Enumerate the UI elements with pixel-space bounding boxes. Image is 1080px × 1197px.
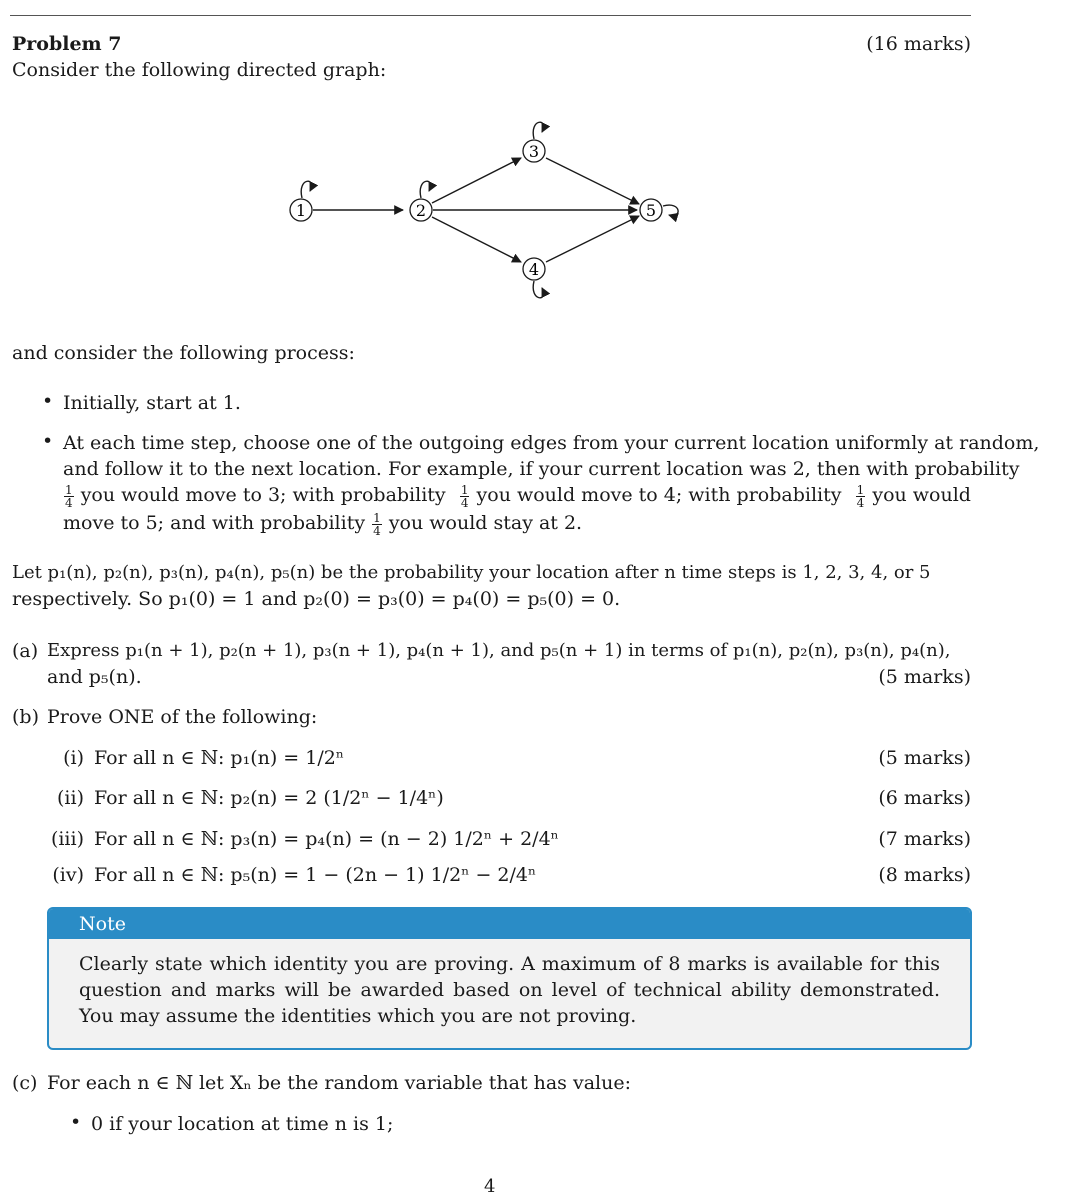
- part-b-iii-label: (iii): [50, 828, 84, 850]
- edge-4-5: [546, 216, 639, 262]
- part-b-iv-text: For all n ∈ ℕ: p₅(n) = 1 − (2n − 1) 1/2ⁿ − 2/4ⁿ: [94, 864, 537, 886]
- let-line2: respectively. So p₁(0) = 1 and p₂(0) = p₃(0) = p₄(0) = p₅(0) = 0.: [12, 588, 621, 610]
- problem-intro: Consider the following directed graph:: [12, 59, 387, 81]
- process-intro: and consider the following process:: [12, 342, 355, 364]
- line3-seg2: $\frac{1}{4}$ you would move to 4; with probability: [460, 482, 842, 510]
- bullet-step-line4: move to 5; and with probability $\frac{1}{4}$ you would stay at 2.: [63, 510, 583, 538]
- self-loop-4: [533, 281, 543, 298]
- note-box: [47, 907, 972, 1050]
- problem-marks: (16 marks): [866, 33, 971, 55]
- problem-title: Problem 7: [12, 33, 122, 55]
- self-loop-5: [663, 205, 678, 215]
- node-1-label: 1: [295, 201, 307, 220]
- edge-2-4: [432, 217, 521, 262]
- note-title: Note: [49, 909, 970, 939]
- part-c-bullet: 0 if your location at time n is 1;: [91, 1113, 394, 1135]
- node-3: [523, 140, 545, 162]
- part-a-line2: and p₅(n).: [47, 666, 142, 688]
- part-b-i-label: (i): [63, 747, 84, 769]
- self-loop-3: [533, 122, 543, 139]
- directed-graph: [270, 105, 710, 315]
- part-c-label: (c): [12, 1072, 38, 1094]
- edge-3-5: [546, 158, 639, 204]
- part-b-iv-label: (iv): [52, 864, 84, 886]
- bullet-dot: •: [42, 430, 54, 452]
- top-rule: [10, 15, 971, 16]
- node-3-label: 3: [528, 142, 540, 161]
- fraction-quarter: $\frac{1}{4}$: [460, 482, 469, 510]
- part-b-i-text: For all n ∈ ℕ: p₁(n) = 1/2ⁿ: [94, 747, 345, 769]
- fraction-quarter: $\frac{1}{4}$: [373, 510, 381, 538]
- part-b-i-marks: (5 marks): [878, 747, 971, 769]
- node-1: [290, 199, 312, 221]
- fraction-quarter: $\frac{1}{4}$: [65, 482, 73, 510]
- part-a-marks: (5 marks): [878, 666, 971, 688]
- part-a-line1: Express p₁(n + 1), p₂(n + 1), p₃(n + 1), p₄(n + 1), and p₅(n + 1) in terms of p₁(n), p₂(n), p₃(n), p₄(n),: [47, 640, 951, 661]
- line3-seg3: $\frac{1}{4}$ you would: [856, 482, 971, 510]
- let-line1: Let p₁(n), p₂(n), p₃(n), p₄(n), p₅(n) be the probability your location after n time steps is 1, 2, 3, 4, or 5: [12, 562, 931, 583]
- node-4: [523, 258, 545, 280]
- self-loop-1: [301, 181, 311, 198]
- part-c-text: For each n ∈ ℕ let Xₙ be the random variable that has value:: [47, 1072, 631, 1094]
- part-b-iii-marks: (7 marks): [878, 828, 971, 850]
- node-2-label: 2: [415, 201, 427, 220]
- part-b-ii-marks: (6 marks): [878, 787, 971, 809]
- bullet-dot: •: [42, 390, 54, 412]
- bullet-step-line1: At each time step, choose one of the outgoing edges from your current location uniformly at random,: [63, 432, 1040, 454]
- node-2: [410, 199, 432, 221]
- line3-seg1: $\frac{1}{4}$ you would move to 3; with probability: [65, 482, 446, 510]
- page-number: 4: [484, 1176, 496, 1197]
- part-b-iv-marks: (8 marks): [878, 864, 971, 886]
- node-5-label: 5: [645, 201, 657, 220]
- part-a-label: (a): [12, 640, 39, 662]
- self-loop-2: [420, 181, 430, 198]
- part-b-ii-text: For all n ∈ ℕ: p₂(n) = 2 (1/2ⁿ − 1/4ⁿ): [94, 787, 444, 809]
- bullet-step-line3: [63, 482, 971, 509]
- part-b-label: (b): [12, 706, 39, 728]
- part-b-ii-label: (ii): [57, 787, 84, 809]
- bullet-initial: Initially, start at 1.: [63, 392, 241, 414]
- bullet-dot: •: [70, 1111, 82, 1133]
- bullet-step-line2: and follow it to the next location. For example, if your current location was 2, then with probability: [63, 458, 1020, 480]
- part-b-iii-text: For all n ∈ ℕ: p₃(n) = p₄(n) = (n − 2) 1/2ⁿ + 2/4ⁿ: [94, 828, 559, 850]
- fraction-quarter: $\frac{1}{4}$: [856, 482, 865, 510]
- node-4-label: 4: [528, 260, 540, 279]
- node-5: [640, 199, 662, 221]
- note-body: Clearly state which identity you are proving. A maximum of 8 marks is available for this question and marks will be awarded based on level of technical ability demonstrated. You may assume the identities which you are not proving.: [79, 953, 940, 1027]
- edge-2-3: [432, 158, 521, 203]
- part-b-text: Prove ONE of the following:: [47, 706, 318, 728]
